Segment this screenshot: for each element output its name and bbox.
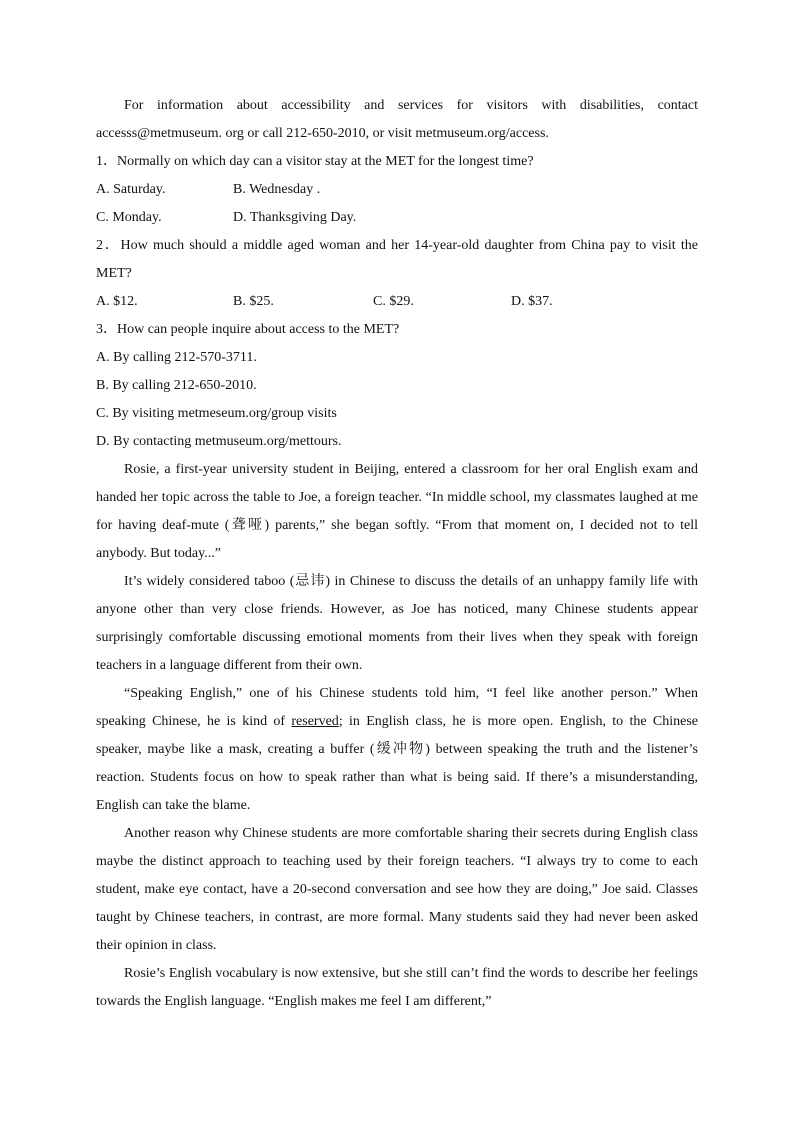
- paragraph-3-text-before: “Speaking English,” one of his Chinese students told him, “I feel like another person.” When speaking Chinese, he is kind of: [96, 686, 698, 729]
- question-1-option-a[interactable]: A. Saturday.: [96, 182, 166, 197]
- question-2-option-b[interactable]: B. $25.: [233, 294, 274, 309]
- question-1-stem: 1．Normally on which day can a visitor stay at the MET for the longest time?: [96, 154, 534, 169]
- intro-paragraph: For information about accessibility and services for visitors with disabilities, contact accesss@metmuseum. org or call 212-650-2010, or visit metmuseum.org/access.: [96, 98, 698, 141]
- question-3-option-d[interactable]: D. By contacting metmuseum.org/mettours.: [96, 434, 342, 449]
- passage-paragraph-5: Rosie’s English vocabulary is now extensive, but she still can’t find the words to describe her feelings towards the English language. “English makes me feel I am different,”: [96, 966, 698, 1009]
- question-2-option-d[interactable]: D. $37.: [511, 294, 553, 309]
- passage-paragraph-4: Another reason why Chinese students are more comfortable sharing their secrets during English class maybe the distinct approach to teaching used by their foreign teachers. “I always try to come to each student, make eye contact, have a 20-second conversation and see how they are doing,” Joe said. Classes taught by Chinese teachers, in contrast, are more formal. Many students said they had never been asked their opinion in class.: [96, 826, 698, 953]
- question-1-option-d[interactable]: D. Thanksgiving Day.: [233, 210, 357, 225]
- passage-paragraph-3: [96, 680, 698, 820]
- question-3-stem: 3．How can people inquire about access to the MET?: [96, 322, 400, 337]
- paragraph-3-text-after: ; in English class, he is more open. English, to the Chinese speaker, maybe like a mask, creating a buffer (缓冲物) between speaking the truth and the listener’s reaction. Students focus on how to speak rather than what is being said. If there’s a misunderstanding, English can take the blame.: [96, 714, 698, 813]
- question-2-option-c[interactable]: C. $29.: [373, 294, 414, 309]
- question-1-options-row-1: [96, 176, 698, 204]
- question-2-option-a[interactable]: A. $12.: [96, 294, 138, 309]
- question-3-option-c[interactable]: C. By visiting metmeseum.org/group visits: [96, 406, 337, 421]
- passage-paragraph-1: Rosie, a first-year university student in Beijing, entered a classroom for her oral English exam and handed her topic across the table to Joe, a foreign teacher. “In middle school, my classmates laughed at me for having deaf-mute (聋哑) parents,” she began softly. “From that moment on, I decided not to tell anybody. But today...”: [96, 462, 698, 561]
- document-page: [96, 92, 698, 1016]
- question-1-option-b[interactable]: B. Wednesday .: [233, 182, 321, 197]
- question-3-option-b[interactable]: B. By calling 212-650-2010.: [96, 378, 257, 393]
- question-1-options-row-2: [96, 204, 698, 232]
- question-2-stem: 2．How much should a middle aged woman and her 14-year-old daughter from China pay to visit the MET?: [96, 238, 698, 281]
- passage-paragraph-2: It’s widely considered taboo (忌讳) in Chinese to discuss the details of an unhappy family life with anyone other than very close friends. However, as Joe has noticed, many Chinese students appear surprisingly comfortable discussing emotional moments from their lives when they speak with foreign teachers in a language different from their own.: [96, 574, 698, 673]
- underlined-word-reserved: reserved: [291, 714, 339, 729]
- question-3-option-a[interactable]: A. By calling 212-570-3711.: [96, 350, 257, 365]
- question-1-option-c[interactable]: C. Monday.: [96, 210, 162, 225]
- question-2-options-row: [96, 288, 698, 316]
